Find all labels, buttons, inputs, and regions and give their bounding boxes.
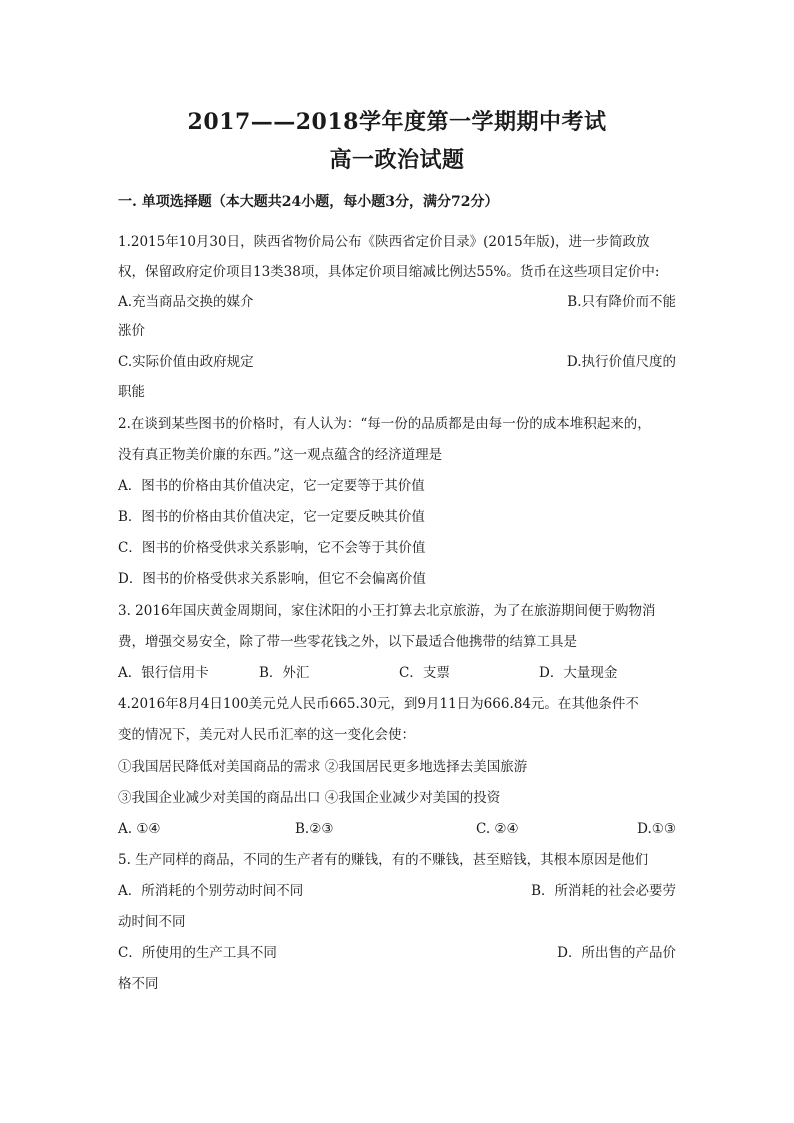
exam-title: 2017——2018学年度第一学期期中考试 — [187, 109, 607, 135]
q3-option-b: B．外汇 — [259, 665, 310, 681]
q1-options-row2 — [118, 352, 676, 372]
q5-option-a: A．所消耗的个别劳动时间不同 — [118, 883, 304, 899]
q5-options-row2 — [118, 943, 676, 963]
q5-option-d: D．所出售的产品价 — [557, 945, 676, 961]
q4-choices-line1: ①我国居民降低对美国商品的需求 ②我国居民更多地选择去美国旅游 — [118, 759, 528, 775]
q4-options-row — [118, 819, 676, 839]
q3-stem-line1: 3. 2016年国庆黄金周期间，家住沭阳的小王打算去北京旅游，为了在旅游期间便于购物消 — [118, 603, 656, 619]
q4-stem-line2: 变的情况下，美元对人民币汇率的这一变化会使： — [118, 727, 415, 743]
q1-option-d-cont: 职能 — [118, 384, 145, 400]
q2-stem-line2: 没有真正物美价廉的东西。”这一观点蕴含的经济道理是 — [118, 447, 443, 463]
q4-option-b: B.②③ — [295, 821, 334, 837]
q1-stem-line1: 1.2015年10月30日，陕西省物价局公布《陕西省定价目录》(2015年版)，进一步简政放 — [118, 234, 650, 250]
q1-options-row1 — [118, 292, 676, 312]
q1-option-d: D.执行价值尺度的 — [566, 354, 676, 370]
q5-options-row1 — [118, 881, 676, 901]
q2-option-d: D．图书的价格受供求关系影响，但它不会偏离价值 — [118, 571, 426, 587]
q3-option-a: A．银行信用卡 — [118, 665, 209, 681]
q1-option-c: C.实际价值由政府规定 — [118, 354, 254, 370]
q4-option-d: D.①③ — [637, 821, 676, 837]
q1-option-b-cont: 涨价 — [118, 323, 145, 339]
q2-option-a: A．图书的价格由其价值决定，它一定要等于其价值 — [118, 478, 425, 494]
q1-option-a: A.充当商品交换的媒介 — [118, 294, 254, 310]
exam-subtitle: 高一政治试题 — [329, 147, 465, 173]
section-heading: 一. 单项选择题（本大题共24小题，每小题3分，满分72分） — [118, 194, 499, 210]
q5-stem: 5. 生产同样的商品，不同的生产者有的赚钱，有的不赚钱，甚至赔钱，其根本原因是他们 — [118, 852, 649, 868]
q5-option-d-cont: 格不同 — [118, 976, 159, 992]
q3-stem-line2: 费，增强交易安全，除了带一些零花钱之外，以下最适合他携带的结算工具是 — [118, 634, 577, 650]
q4-option-c: C. ②④ — [476, 821, 519, 837]
q2-option-b: B．图书的价格由其价值决定，它一定要反映其价值 — [118, 509, 425, 525]
q3-option-d: D．大量现金 — [539, 665, 618, 681]
q3-options-row — [118, 663, 676, 683]
q4-stem-line1: 4.2016年8月4日100美元兑人民币665.30元，到9月11日为666.84元。在其他条件不 — [118, 696, 639, 712]
q2-option-c: C．图书的价格受供求关系影响，它不会等于其价值 — [118, 540, 426, 556]
q4-choices-line2: ③我国企业减少对美国的商品出口 ④我国企业减少对美国的投资 — [118, 790, 501, 806]
q1-stem-line2: 权，保留政府定价项目13类38项，具体定价项目缩减比例达55%。货币在这些项目定价中: — [118, 264, 660, 280]
q5-option-b-cont: 动时间不同 — [118, 914, 186, 930]
q3-option-c: C．支票 — [399, 665, 450, 681]
q4-option-a: A. ①④ — [118, 821, 161, 837]
q2-stem-line1: 2.在谈到某些图书的价格时，有人认为：“每一份的品质都是由每一份的成本堆积起来的， — [118, 416, 651, 432]
q5-option-b: B．所消耗的社会必要劳 — [531, 883, 676, 899]
q1-option-b: B.只有降价而不能 — [567, 294, 676, 310]
q5-option-c: C．所使用的生产工具不同 — [118, 945, 277, 961]
